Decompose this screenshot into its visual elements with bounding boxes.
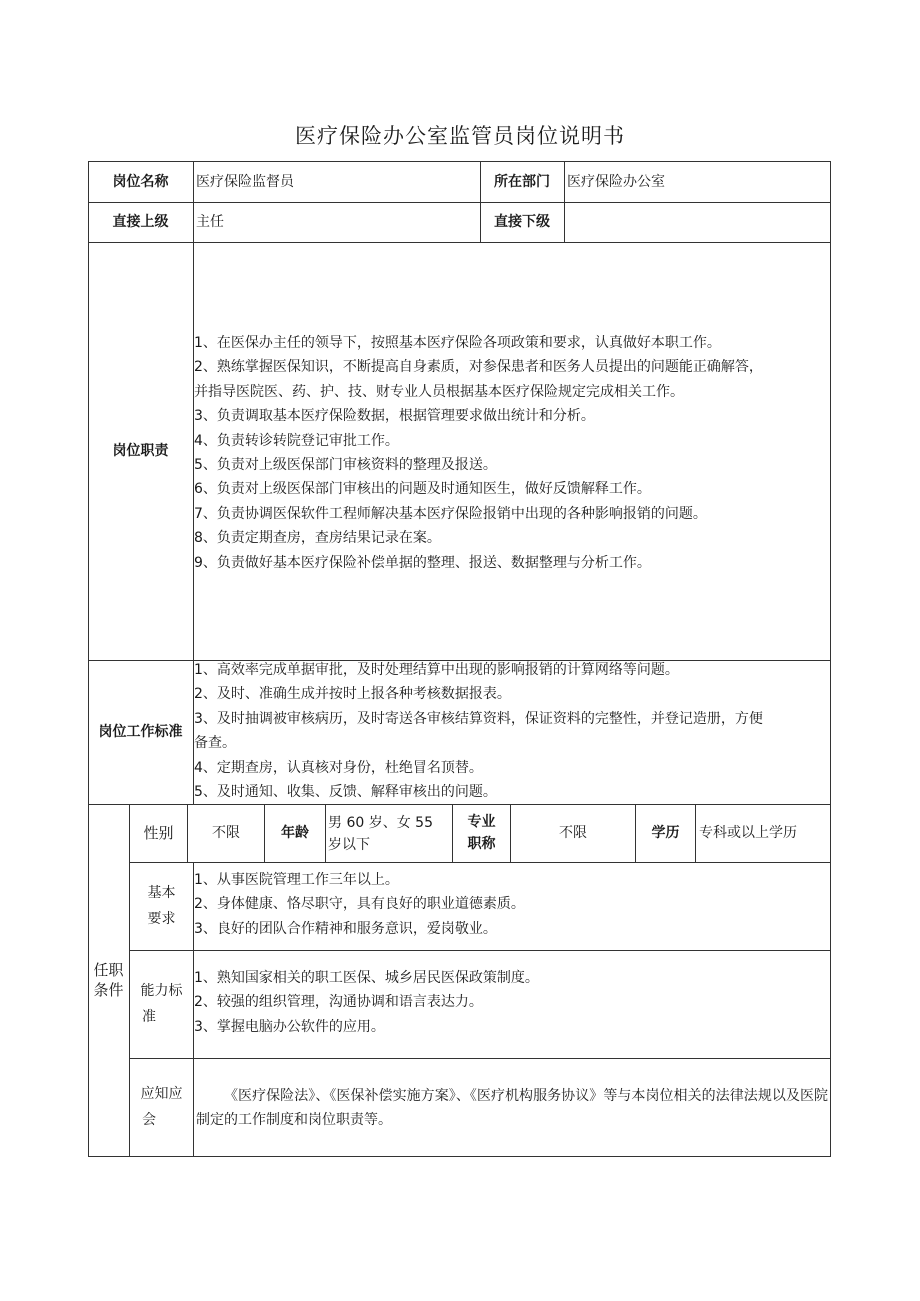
list-item: 1、从事医院管理工作三年以上。 <box>194 872 399 888</box>
basic-requirements-list <box>194 868 525 941</box>
basic-requirements-label: 基本 要求 <box>147 885 176 927</box>
duties-label: 岗位职责 <box>112 443 169 459</box>
list-item: 2、及时、准确生成并按时上报各种考核数据报表。 <box>194 686 511 703</box>
subordinate-label: 直接下级 <box>494 214 550 230</box>
page-title: 医疗保险办公室监管员岗位说明书 <box>295 124 625 148</box>
position-name-value: 医疗保险监督员 <box>196 173 294 190</box>
age-value: 男 60 岁、女 55 岁以下 <box>328 815 433 853</box>
age-label: 年龄 <box>281 825 309 841</box>
list-item: 备查。 <box>194 735 236 752</box>
subordinate-value <box>565 202 830 242</box>
list-item: 8、负责定期查房，查房结果记录在案。 <box>194 530 441 547</box>
list-item: 6、负责对上级医保部门审核出的问题及时通知医生，做好反馈解释工作。 <box>194 481 651 498</box>
gender-value: 不限 <box>212 825 240 841</box>
list-item: 1、在医保办主任的领导下，按照基本医疗保险各项政策和要求，认真做好本职工作。 <box>194 335 721 351</box>
standards-list <box>194 658 763 804</box>
superior-value: 主任 <box>196 214 224 230</box>
department-value: 医疗保险办公室 <box>567 173 665 190</box>
department-label: 所在部门 <box>494 173 550 190</box>
list-item: 2、熟练掌握医保知识，不断提高自身素质，对参保患者和医务人员提出的问题能正确解答， <box>194 359 763 376</box>
list-item: 5、负责对上级医保部门审核资料的整理及报送。 <box>194 457 497 474</box>
superior-label: 直接上级 <box>112 214 169 230</box>
professional-title-value: 不限 <box>559 825 587 841</box>
list-item: 3、及时抽调被审核病历，及时寄送各审核结算资料，保证资料的完整性，并登记造册，方便 <box>194 710 763 727</box>
list-item: 9、负责做好基本医疗保险补偿单据的整理、报送、数据整理与分析工作。 <box>194 554 651 571</box>
education-value: 专科或以上学历 <box>699 825 797 841</box>
list-item: 2、身体健康、恪尽职守，具有良好的职业道德素质。 <box>194 896 525 913</box>
education-label: 学历 <box>651 825 680 841</box>
duties-list <box>194 331 763 575</box>
list-item: 5、及时通知、收集、反馈、解释审核出的问题。 <box>194 784 497 801</box>
required-knowledge-label: 应知应 会 <box>140 1086 183 1128</box>
standards-label: 岗位工作标准 <box>98 724 183 740</box>
position-name-label: 岗位名称 <box>112 173 169 190</box>
list-item: 1、高效率完成单据审批，及时处理结算中出现的影响报销的计算网络等问题。 <box>194 662 679 678</box>
list-item: 3、良好的团队合作精神和服务意识，爱岗敬业。 <box>194 920 497 937</box>
gender-label: 性别 <box>143 824 174 842</box>
list-item: 7、负责协调医保软件工程师解决基本医疗保险报销中出现的各种影响报销的问题。 <box>194 505 707 522</box>
qualifications-label: 任职 条件 <box>93 961 124 999</box>
list-item: 4、定期查房，认真核对身份，杜绝冒名顶替。 <box>194 759 483 776</box>
ability-standards-label: 能力标 准 <box>140 983 183 1025</box>
list-item: 并指导医院医、药、护、技、财专业人员根据基本医疗保险规定完成相关工作。 <box>194 383 684 400</box>
professional-title-label: 专业 职称 <box>467 814 496 852</box>
ability-standards-list <box>194 966 539 1039</box>
required-knowledge-text: 《医疗保险法》、《医保补偿实施方案》、《医疗机构服务协议》等与本岗位相关的法律法规以及医院制定的工作制度和岗位职责等。 <box>196 1088 828 1129</box>
list-item: 4、负责转诊转院登记审批工作。 <box>194 432 399 449</box>
list-item: 2、较强的组织管理，沟通协调和语言表达力。 <box>194 994 483 1011</box>
list-item: 3、掌握电脑办公软件的应用。 <box>194 1018 385 1035</box>
list-item: 1、熟知国家相关的职工医保、城乡居民医保政策制度。 <box>194 970 539 986</box>
list-item: 3、负责调取基本医疗保险数据，根据管理要求做出统计和分析。 <box>194 408 595 425</box>
